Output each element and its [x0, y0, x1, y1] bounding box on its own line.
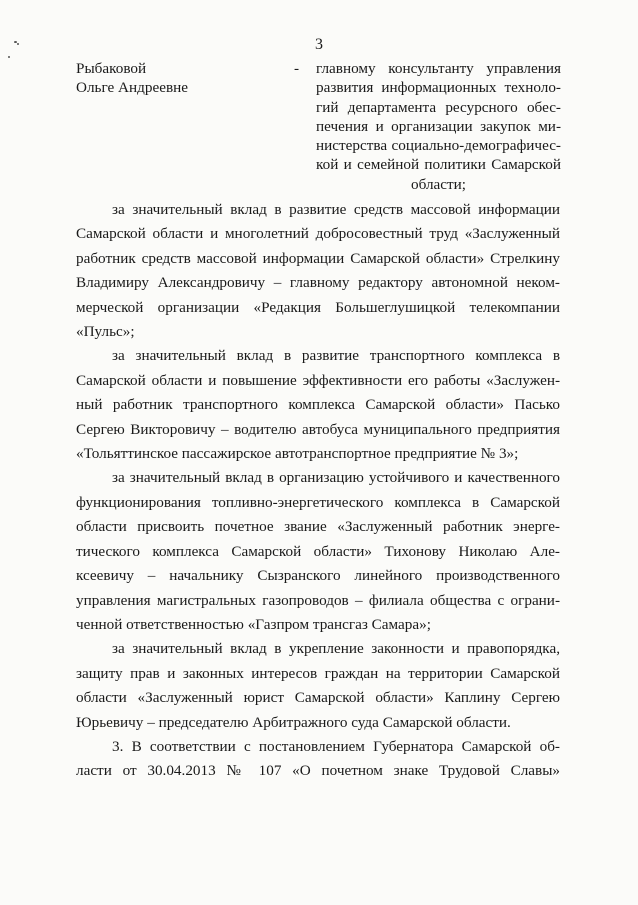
text-line: «Тольяттинское пассажирское автотранспортное предприятие № 3»;	[76, 445, 519, 463]
recipient-given-name: Ольге Андреевне	[76, 79, 188, 96]
text-line: мерческой организации «Редакция Большеглушицкой телекомпании	[76, 298, 560, 316]
recipient-position	[316, 59, 561, 194]
text-line: за значительный вклад в развитие транспортного комплекса в	[112, 347, 560, 365]
position-line: печения и организации закупок ми-	[316, 117, 561, 135]
position-line: нистерства социально-демографичес-	[316, 137, 561, 155]
text-line: области «Заслуженный юрист Самарской области» Каплину Сергею	[76, 689, 560, 707]
text-line: 3. В соответствии с постановлением Губернатора Самарской об-	[112, 737, 560, 755]
text-line: Владимиру Александровичу – главному редактору автономной неком-	[76, 274, 560, 292]
recipient-name	[76, 59, 188, 97]
text-line: Сергею Викторовичу – водителю автобуса муниципального предприятия	[76, 420, 560, 438]
text-line: Юрьевичу – председателю Арбитражного суда Самарской области.	[76, 713, 511, 731]
position-line: главному консультанту управления	[316, 60, 561, 77]
paragraph-transport	[76, 344, 560, 466]
text-line: за значительный вклад в укрепление законности и правопорядка,	[112, 640, 560, 658]
text-line: за значительный вклад в развитие средств массовой информации	[112, 201, 560, 218]
scan-speck	[8, 56, 10, 58]
text-line: Самарской области и повышение эффективности его работы «Заслужен-	[76, 371, 560, 389]
text-line: области присвоить почетное звание «Заслуженный работник энерге-	[76, 518, 560, 536]
text-line: Самарской области и многолетний добросовестный труд «Заслуженный	[76, 225, 560, 243]
text-line: управления магистральных газопроводов – филиала общества с ограни-	[76, 591, 560, 609]
text-line: защиту прав и законных интересов граждан на территории Самарской	[76, 664, 560, 682]
text-line: работник средств массовой информации Самарской области» Стрелкину	[76, 249, 560, 267]
paragraph-item-3	[76, 735, 560, 784]
text-line: «Пульс»;	[76, 323, 135, 341]
text-line: ласти от 30.04.2013 № 107 «О почетном знаке Трудовой Славы»	[76, 762, 560, 780]
paragraph-lawyer	[76, 637, 560, 735]
recipient-dash: -	[294, 60, 300, 77]
text-line: тического комплекса Самарской области» Тихонову Николаю Але-	[76, 542, 560, 560]
position-line: кой и семейной политики Самарской	[316, 156, 561, 174]
text-line: ксеевичу – начальнику Сызранского линейного производственного	[76, 567, 560, 585]
position-line: гий департамента ресурсного обес-	[316, 98, 561, 116]
paragraph-mass-media	[76, 198, 560, 344]
text-line: ченной ответственностью «Газпром трансгаз Самара»;	[76, 615, 431, 633]
position-line: развития информационных техноло-	[316, 79, 561, 97]
position-line: области;	[411, 175, 466, 193]
page-number: 3	[315, 36, 323, 53]
recipient-surname: Рыбаковой	[76, 60, 147, 77]
text-line: функционирования топливно-энергетического комплекса в Самарской	[76, 493, 560, 511]
text-line: за значительный вклад в организацию устойчивого и качественного	[112, 469, 560, 487]
paragraph-energy	[76, 466, 560, 637]
body-text	[76, 198, 560, 784]
text-line: ный работник транспортного комплекса Самарской области» Пасько	[76, 396, 560, 414]
